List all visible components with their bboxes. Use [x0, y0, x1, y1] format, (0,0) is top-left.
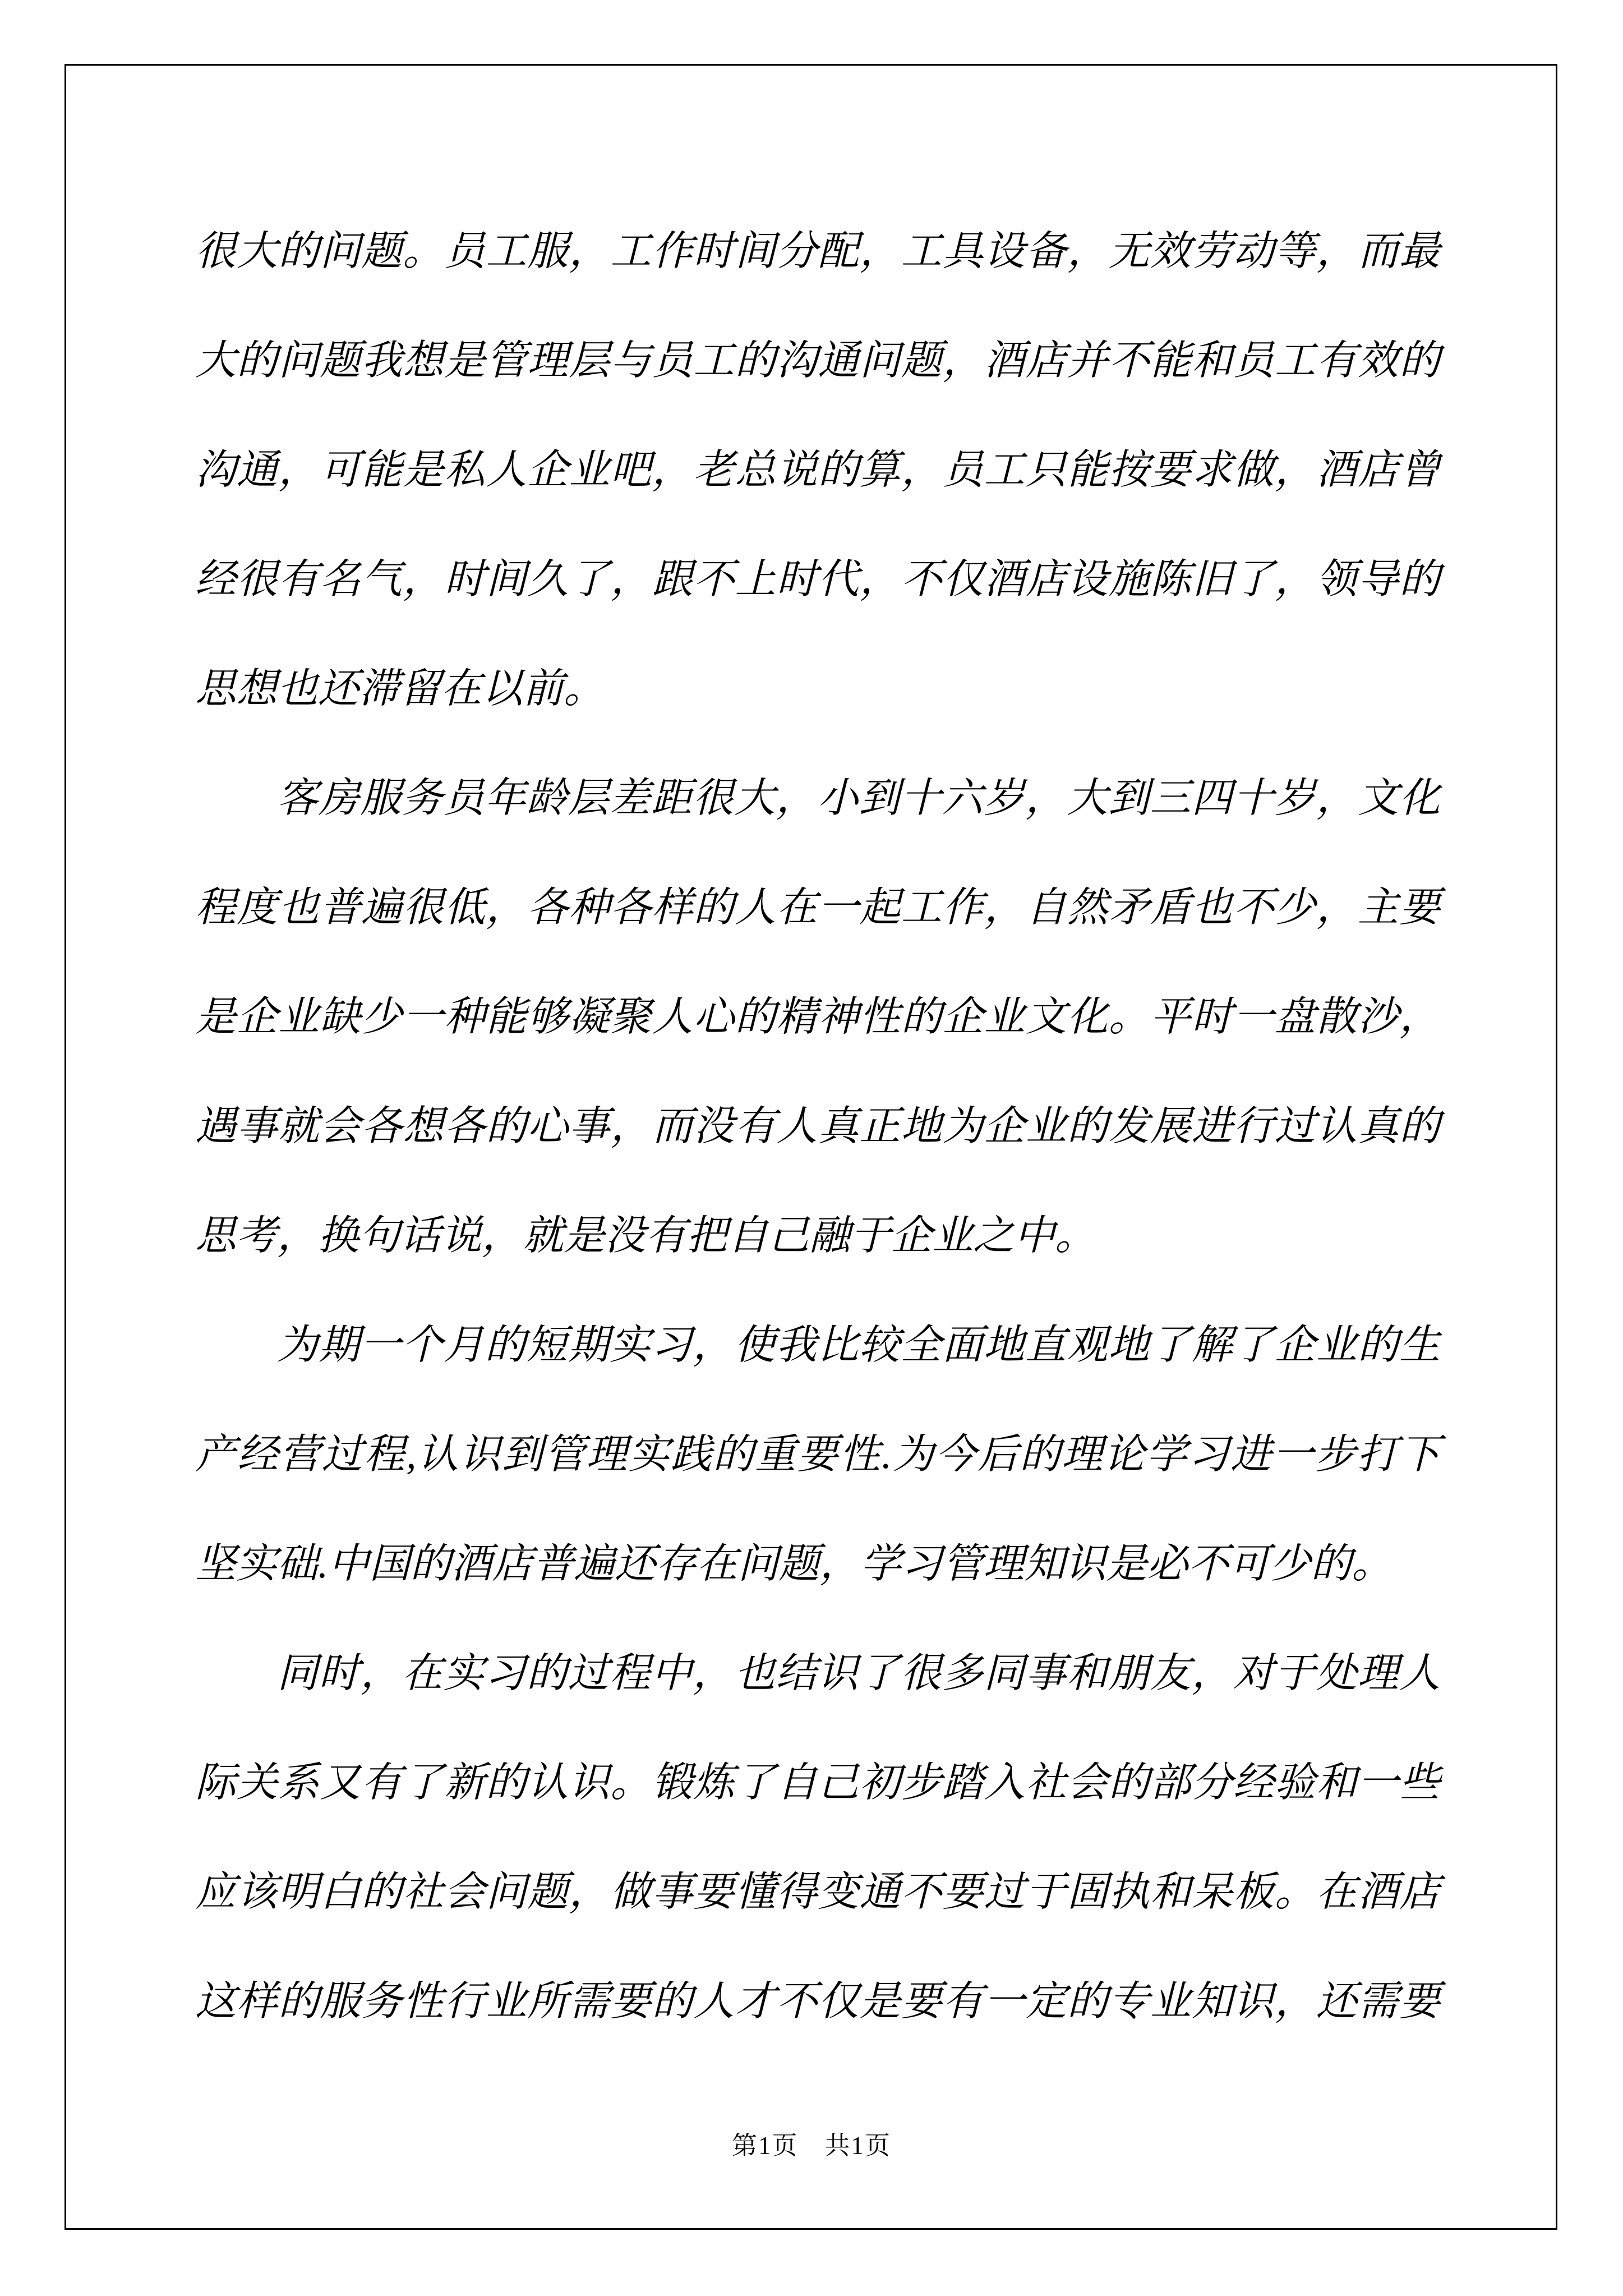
- text-line: 遇事就会各想各的心事，而没有人真正地为企业的发展进行过认真的: [195, 1103, 1440, 1149]
- text-line: 程度也普遍很低，各种各样的人在一起工作，自然矛盾也不少，主要: [195, 885, 1440, 930]
- text-line: 坚实础.中国的酒店普遍还存在问题，学习管理知识是必不可少的。: [195, 1541, 1393, 1586]
- text-line: 思考，换句话说，就是没有把自己融于企业之中。: [195, 1213, 1096, 1258]
- page-footer: [0, 2131, 1623, 2160]
- document-body: [195, 196, 1440, 2056]
- text-line: 同时，在实习的过程中，也结识了很多同事和朋友，对于处理人: [277, 1650, 1440, 1696]
- text-line: 产经营过程,认识到管理实践的重要性.为今后的理论学习进一步打下: [195, 1432, 1440, 1477]
- text-line: 客房服务员年龄层差距很大，小到十六岁，大到三四十岁，文化: [277, 775, 1440, 821]
- text-line: 思想也还滞留在以前。: [195, 666, 605, 711]
- text-line: 应该明白的社会问题，做事要懂得变通不要过于固执和呆板。在酒店: [195, 1869, 1440, 1915]
- text-line: 这样的服务性行业所需要的人才不仅是要有一定的专业知识，还需要: [195, 1978, 1440, 2024]
- text-line: 很大的问题。员工服，工作时间分配，工具设备，无效劳动等，而最: [195, 228, 1440, 274]
- page-number-indicator: 第1页 共1页: [731, 2132, 891, 2160]
- text-line: 沟通，可能是私人企业吧，老总说的算，员工只能按要求做，酒店曾: [195, 447, 1440, 493]
- text-line: 际关系又有了新的认识。锻炼了自己初步踏入社会的部分经验和一些: [195, 1760, 1440, 1805]
- text-line: 经很有名气，时间久了，跟不上时代，不仅酒店设施陈旧了，领导的: [195, 556, 1440, 602]
- text-line: 大的问题我想是管理层与员工的沟通问题，酒店并不能和员工有效的: [195, 338, 1440, 383]
- text-line: 为期一个月的短期实习，使我比较全面地直观地了解了企业的生: [277, 1322, 1440, 1368]
- text-line: 是企业缺少一种能够凝聚人心的精神性的企业文化。平时一盘散沙，: [195, 994, 1440, 1039]
